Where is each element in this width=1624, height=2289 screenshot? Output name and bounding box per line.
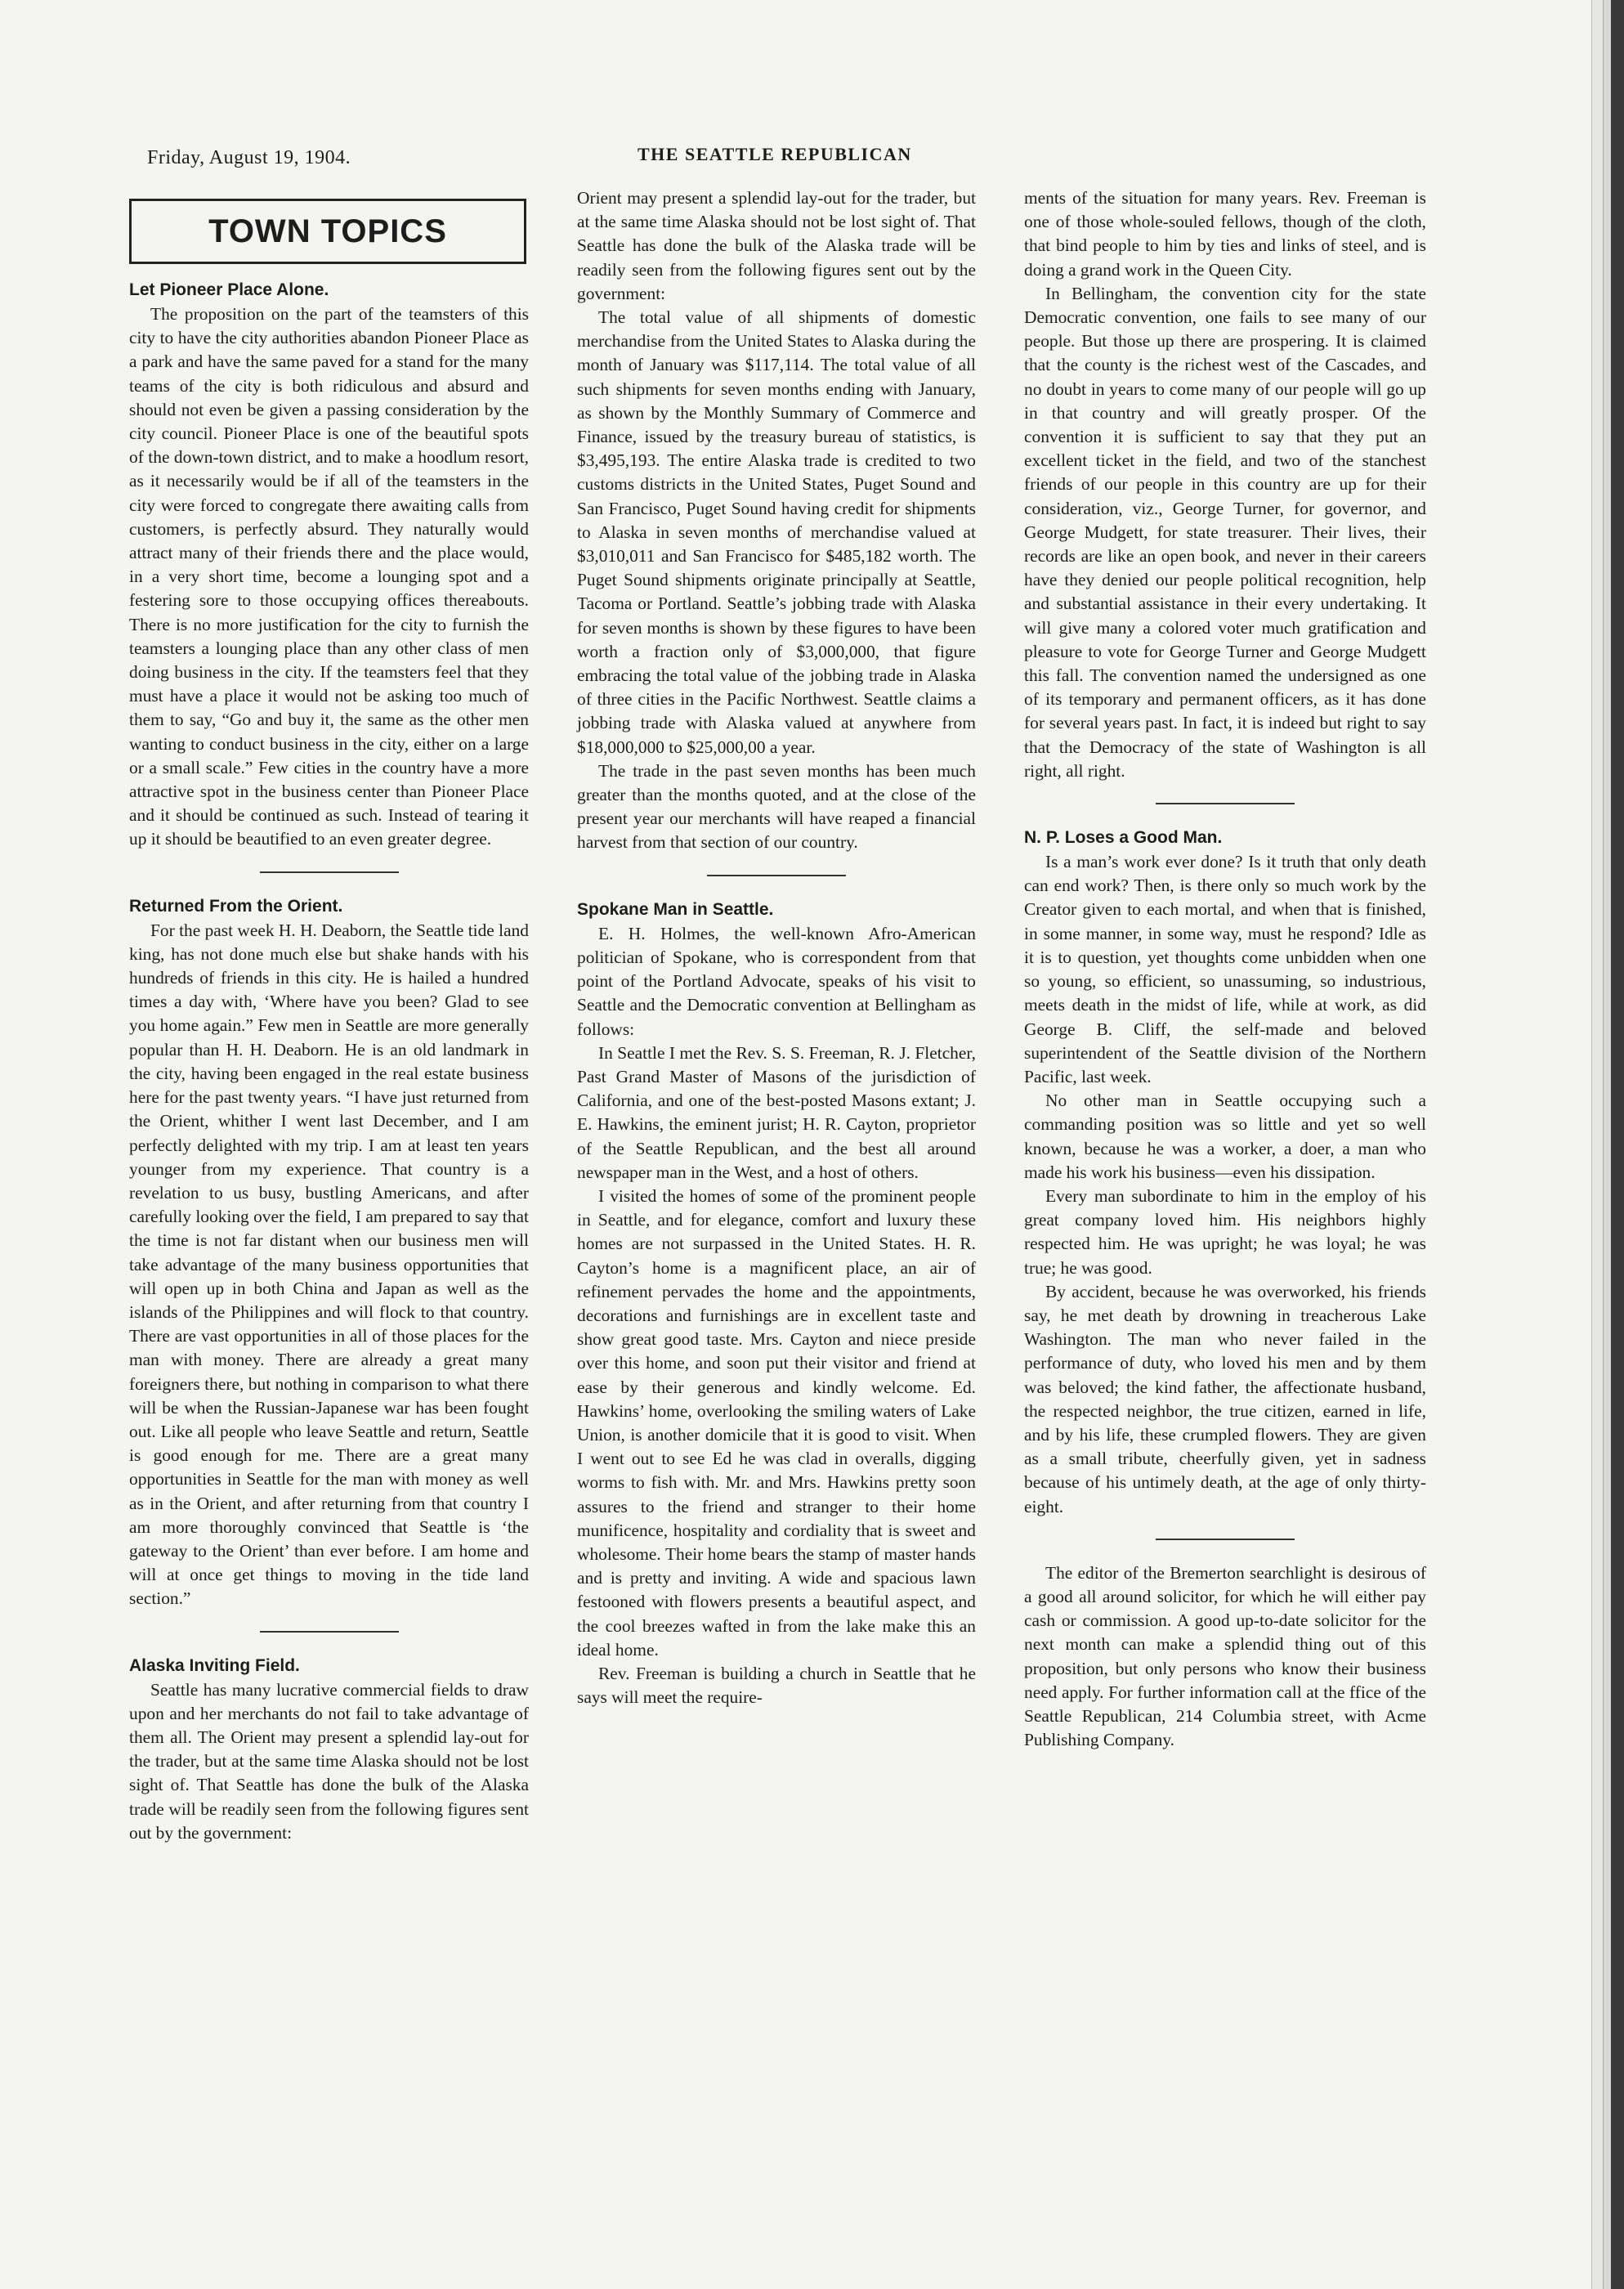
section-divider	[1156, 1539, 1295, 1540]
article-paragraph: Is a man’s work ever done? Is it truth that only death can end work? Then, is there only so much work by the Creator given to each mortal, and when that is finished, in some manner, in some way, must he respond? Idle as it is to question, yet thoughts come unbidden when one so young, so efficient, so unassuming, so industrious, meets death in the midst of life, while at work, as did George B. Cliff, the self-made and beloved superintendent of the Seattle division of the Northern Pacific, last week.	[1024, 852, 1426, 1086]
background-edge	[1611, 0, 1624, 2289]
article-paragraph: Seattle has many lucrative commercial fields to draw upon and her merchants do not fail to take advantage of them all. The Orient may present a splendid lay-out for the trader, but at the same time Alaska should not be lost sight of. That Seattle has done the bulk of the Alaska trade will be readily seen from the following figures sent out by the government:	[129, 1679, 529, 1843]
article-paragraph: I visited the homes of some of the prominent people in Seattle, and for elegance, comfort and luxury these homes are not surpassed in the United States. H. R. Cayton’s home is a magnificent place, an air of refinement pervades the home and the appointments, decorations and furnishings are in excellent taste and show great good taste. Mrs. Cayton and niece preside over this home, and soon put their visitor and friend at ease by their generous and kindly welcome. Ed. Hawkins’ home, overlooking the smiling waters of Lake Union, is another domicile that it is good to visit. When I went out to see Ed he was clad in overalls, digging worms to fish with. Mr. and Mrs. Hawkins pretty soon assures to the friend and stranger to their home munificence, hospitality and cordiality that is sweet and wholesome. Their home bears the stamp of master hands and is pretty and inviting. A wide and spacious lawn festooned with flowers presents a beautiful aspect, and the cool breezes wafted in from the lake make this an ideal home.	[577, 1185, 976, 1660]
article-paragraph: Rev. Freeman is building a church in Seattle that he says will meet the require-	[577, 1663, 976, 1708]
article-paragraph: In Bellingham, the convention city for the state Democratic convention, one fails to see many of our people. But those up there are prospering. It is claimed that the county is the richest west of the Cascades, and no doubt in years to come many of our people will go up in that country and will greatly prosper. Of the convention it is sufficient to say that they put an excellent ticket in the field, and two of the stanchest friends of our people in this country are up for their consideration, viz., George Turner, for governor, and George Mudgett, for state treasurer. Their lives, their records are like an open book, and never in their careers have they denied our people political recognition, help and substantial assistance in their every undertaking. It will give many a colored voter much gratification and pleasure to vote for George Turner and George Mudgett this fall. The convention named the undersigned as one of its temporary and permanent officers, as it has done for several years past. In fact, it is indeed but right to say that the Democracy of the state of Washington is all right, all right.	[1024, 283, 1426, 781]
column-3	[1024, 186, 1426, 1752]
article-paragraph: In Seattle I met the Rev. S. S. Freeman, R. J. Fletcher, Past Grand Master of Masons of the jurisdiction of California, and one of the best-posted Masons extant; J. E. Hawkins, the eminent jurist; H. R. Cayton, proprietor of the Seattle Republican, and the best all around newspaper man in the West, and a host of others.	[577, 1042, 976, 1182]
article-paragraph: The trade in the past seven months has been much greater than the months quoted, and at the close of the present year our merchants will have reaped a financial harvest from that section of our country.	[577, 760, 976, 853]
article-title-np: N. P. Loses a Good Man.	[1024, 828, 1223, 848]
column-2	[577, 186, 976, 1709]
column-1	[129, 278, 529, 1843]
article-paragraph: For the past week H. H. Deaborn, the Seattle tide land king, has not done much else but shake hands with his hundreds of friends in this city. He is hailed a hundred times a day with, ‘Where have you been? Glad to see you home again.” Few men in Seattle are more generally popular than H. H. Deaborn. He is an old landmark in the city, having been engaged in the real estate business here for the past twenty years. “I have just returned from the Orient, whither I went last December, and I am perfectly delighted with my trip. I am at least ten years younger from my experience. That country is a revelation to us busy, bustling Americans, and after carefully looking over the field, I am prepared to say that the time is not far distant when our business men will take advantage of the many business opportunities that will open up in both China and Japan as well as the islands of the Philippines and will flock to that country. There are vast opportunities in all of those places for the man with money. There are already a great many foreigners there, but nothing in comparison to what there will be when the Russian-Japanese war has been fought out. Like all people who leave Seattle and return, Seattle is good enough for me. There are a great many opportunities in Seattle for the man with money as well as in the Orient, and after returning from that country I am more thoroughly convinced that Seattle is ‘the gateway to the Orient’ than ever before. I am home and will at once get things to moving in the tide land section.”	[129, 920, 529, 1609]
article-paragraph: E. H. Holmes, the well-known Afro-American politician of Spokane, who is correspondent from that point of the Portland Advocate, speaks of his visit to Seattle and the Democratic convention at Bellingham as follows:	[577, 923, 976, 1039]
article-paragraph: The proposition on the part of the teamsters of this city to have the city authorities abandon Pioneer Place as a park and have the same paved for a stand for the many teams of the city is both ridiculous and absurd and should not even be given a passing consideration by the city council. Pioneer Place is one of the beautiful spots of the down-town district, and to make a hoodlum resort, as it necessarily would be if all of the teamsters in the city were forced to congregate there awaiting calls from customers, is perfectly absurd. They naturally would attract many of their friends there and the place would, in a very short time, become a lounging spot and a festering sore to those occupying offices thereabouts. There is no more justification for the city to furnish the teamsters a lounging place than any other class of men doing business in the city. If the teamsters feel that they must have a place it would not be asking too much of them to say, “Go and buy it, the same as the other men wanting to conduct business in the city, either on a large or a small scale.” Few cities in the country have a more attractive spot in the business center than Pioneer Place and it should be continued as such. Instead of tearing it up it should be beautified to an even greater degree.	[129, 304, 529, 849]
article-title-alaska: Alaska Inviting Field.	[129, 1655, 300, 1675]
article-paragraph: Orient may present a splendid lay-out for the trader, but at the same time Alaska should not be lost sight of. That Seattle has done the bulk of the Alaska trade will be readily seen from the following figures sent out by the government:	[577, 188, 976, 303]
article-title-pioneer: Let Pioneer Place Alone.	[129, 280, 329, 299]
section-divider	[1156, 803, 1295, 804]
section-divider	[707, 875, 846, 876]
issue-date: Friday, August 19, 1904.	[147, 147, 351, 168]
article-title-spokane: Spokane Man in Seattle.	[577, 899, 774, 919]
article-paragraph: The editor of the Bremerton searchlight is desirous of a good all around solicitor, for which he will either pay cash or commission. A good up-to-date solicitor for the next month can make a splendid thing out of this proposition, but only persons who know their business need apply. For further information call at the ffice of the Seattle Republican, 214 Columbia street, with Acme Publishing Company.	[1024, 1562, 1426, 1750]
article-paragraph: By accident, because he was overworked, his friends say, he met death by drowning in treacherous Lake Washington. The man who never failed in the performance of duty, who loved his men and by them was beloved; the kind father, the affectionate husband, the respected neighbor, the true citizen, earned in life, and by his life, these crumpled flowers. They are given as a small tribute, cheerfully given, yet in sadness because of his untimely death, at the age of only thirty-eight.	[1024, 1281, 1426, 1516]
page-edge	[1591, 0, 1604, 2289]
article-paragraph: ments of the situation for many years. Rev. Freeman is one of those whole-souled fellows, though of the cloth, that bind people to him by ties and links of steel, and is doing a grand work in the Queen City.	[1024, 188, 1426, 280]
section-divider	[260, 871, 399, 873]
section-divider	[260, 1631, 399, 1633]
paper-name: THE SEATTLE REPUBLICAN	[638, 144, 912, 164]
article-paragraph: Every man subordinate to him in the employ of his great company loved him. His neighbors highly respected him. He was upright; he was loyal; he was true; he was good.	[1024, 1185, 1426, 1278]
article-paragraph: No other man in Seattle occupying such a commanding position was so little and yet so well known, because he was a worker, a doer, a man who made his work his business—even his dissipation.	[1024, 1091, 1426, 1182]
article-paragraph: The total value of all shipments of domestic merchandise from the United States to Alaska during the month of January was $117,114. The total value of all such shipments for seven months ending with January, as shown by the Monthly Summary of Commerce and Finance, issued by the treasury bureau of statistics, is $3,495,193. The entire Alaska trade is credited to two customs districts in the United States, Puget Sound and San Francisco, Puget Sound having credit for shipments to Alaska in seven months of merchandise valued at $3,010,011 and San Francisco for $485,182 worth. The Puget Sound shipments originate principally at Seattle, Tacoma or Portland. Seattle’s jobbing trade with Alaska for seven months is shown by these figures to have been worth a fraction only of $3,000,000, that figure embracing the total value of the jobbing trade in Alaska of three cities in the Pacific Northwest. Seattle claims a jobbing trade with Alaska valued at anywhere from $18,000,000 to $25,000,00 a year.	[577, 307, 976, 757]
section-title: TOWN TOPICS	[208, 213, 447, 249]
section-masthead	[129, 199, 526, 264]
article-title-orient: Returned From the Orient.	[129, 896, 343, 916]
